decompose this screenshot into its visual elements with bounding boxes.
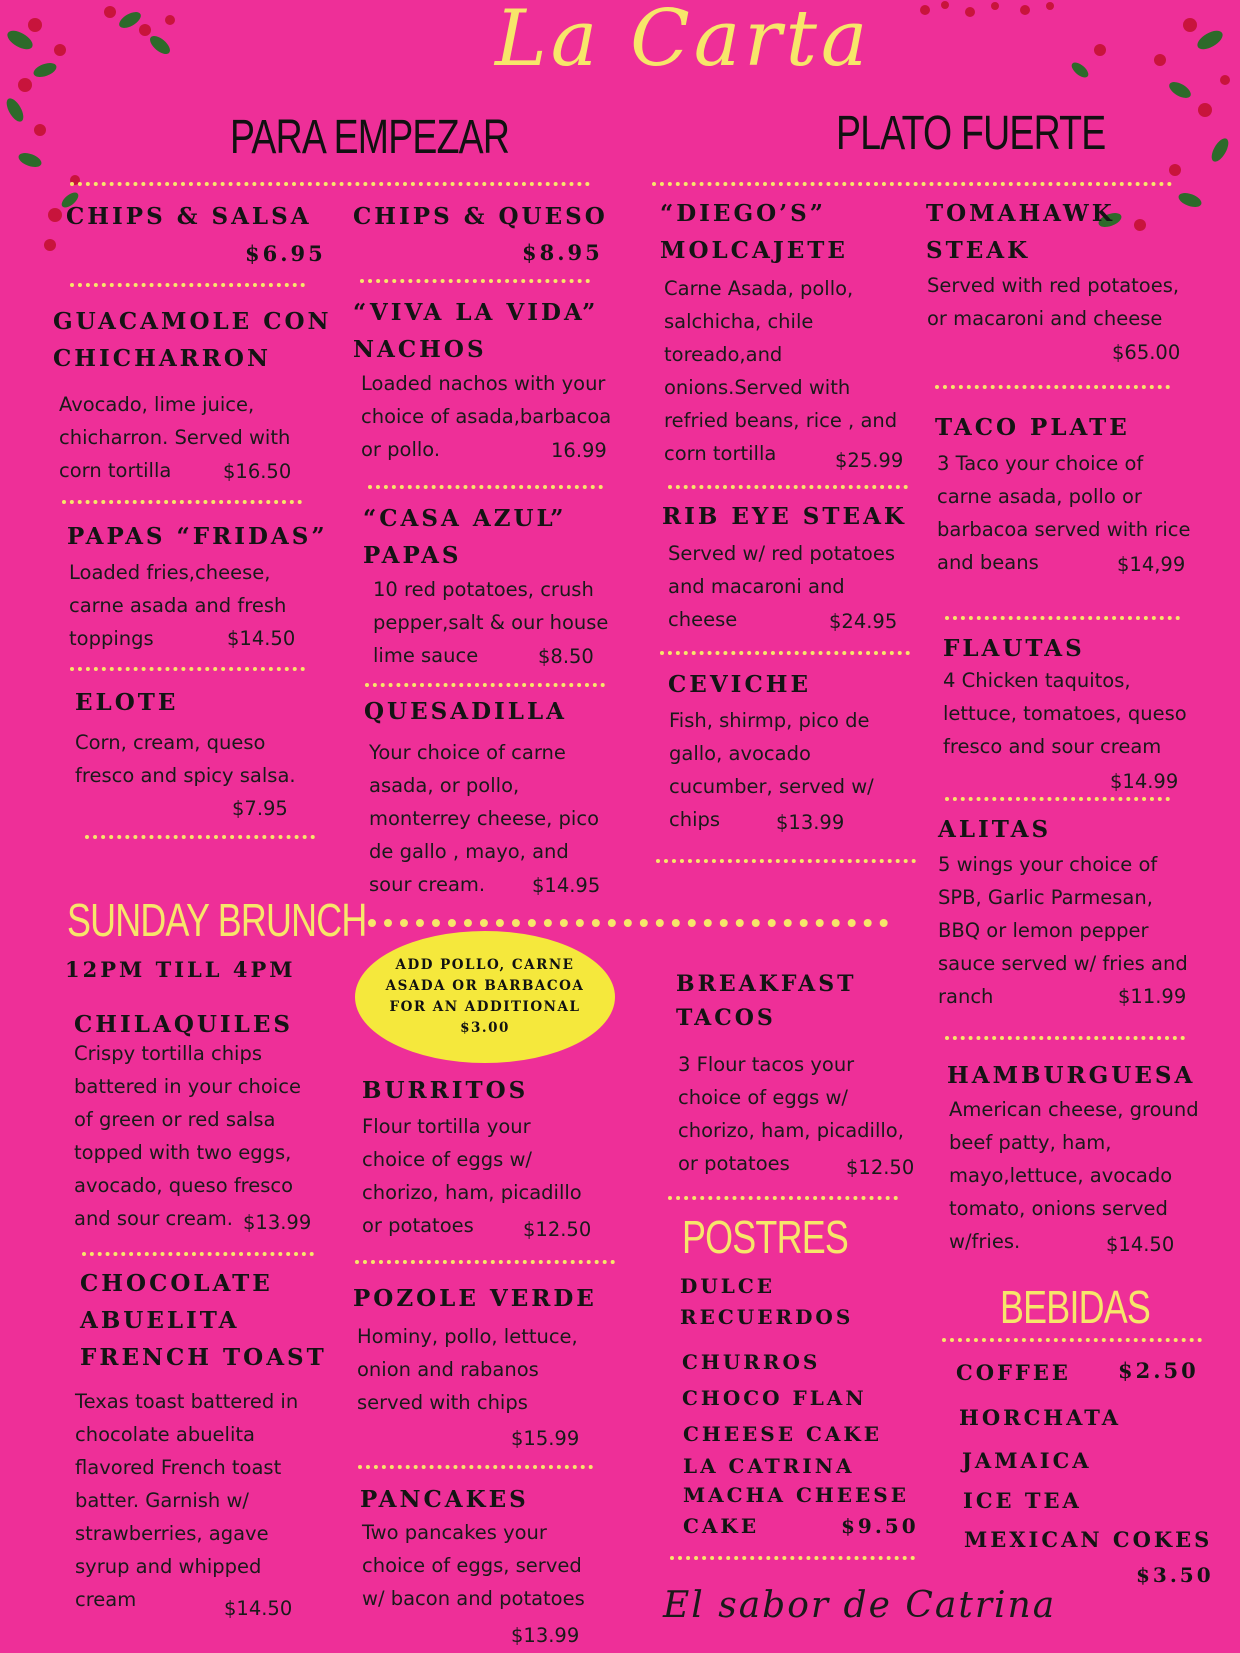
menu-item-description: 5 wings your choice of SPB, Garlic Parmesan, BBQ or lemon pepper sauce served w/ fries and ranch <box>938 853 1188 1008</box>
menu-item-price: $12.50 <box>523 1218 592 1241</box>
drink-price: $2.50 <box>1118 1358 1199 1383</box>
menu-item-description: 3 Flour tacos your choice of eggs w/ chorizo, ham, picadillo, or potatoes <box>678 1053 904 1175</box>
divider <box>945 616 1180 620</box>
divider <box>652 182 1172 186</box>
add-protein-text: ADD POLLO, CARNE ASADA OR BARBACOA FOR AN ADDITIONAL $3.00 <box>385 957 585 1036</box>
menu-item-price: $13.99 <box>511 1624 580 1647</box>
menu-item-price: $15.99 <box>511 1427 580 1450</box>
section-heading-brunch: SUNDAY BRUNCH <box>67 894 367 946</box>
bougainvillea-top-decoration <box>915 0 1065 30</box>
footer-tagline: El sabor de Catrina <box>663 1585 1057 1626</box>
menu-item-price: $65.00 <box>1112 341 1181 364</box>
drink-item: HORCHATA <box>959 1405 1122 1430</box>
drink-item: JAMAICA <box>962 1448 1092 1473</box>
dessert-item: CHOCO FLAN <box>682 1386 867 1410</box>
menu-item-name: ALITAS <box>938 816 1052 843</box>
menu-item-name: FLAUTAS <box>943 635 1085 662</box>
menu-item-name: POZOLE VERDE <box>353 1285 597 1312</box>
menu-item-price: $16.50 <box>223 460 292 483</box>
menu-item-description: Loaded nachos with your choice of asada,barbacoa or pollo. <box>361 372 612 461</box>
menu-item-description: Your choice of carne asada, or pollo, monterrey cheese, pico de gallo , mayo, and sour cream. <box>369 741 600 896</box>
menu-item-description: Flour tortilla your choice of eggs w/ chorizo, ham, picadillo or potatoes <box>362 1115 582 1237</box>
brunch-divider <box>368 919 888 927</box>
menu-item-price: $8.95 <box>522 240 603 265</box>
menu-item-price: $14.50 <box>224 1597 293 1620</box>
menu-item-price: 16.99 <box>551 439 607 462</box>
menu-item-description: Served with red potatoes, or macaroni and cheese <box>927 274 1180 330</box>
menu-item-price: $13.99 <box>776 811 845 834</box>
menu-item-name: ELOTE <box>75 689 179 716</box>
menu-item-name: CHIPS & QUESO <box>353 203 608 230</box>
divider <box>656 859 916 863</box>
drink-item: MEXICAN COKES <box>964 1527 1213 1552</box>
dessert-item: DULCE RECUERDOS <box>680 1274 854 1329</box>
divider <box>368 485 603 489</box>
drink-item: ICE TEA <box>963 1488 1082 1513</box>
dessert-item: CHEESE CAKE <box>683 1422 883 1446</box>
divider <box>945 797 1170 801</box>
menu-item-description: 4 Chicken taquitos, lettuce, tomatoes, queso fresco and sour cream <box>943 669 1187 758</box>
divider <box>942 1338 1202 1342</box>
menu-item-name: “DIEGO’S” MOLCAJETE <box>660 200 848 264</box>
drink-price: $3.50 <box>1136 1563 1214 1587</box>
divider <box>85 835 315 839</box>
menu-item-description: Avocado, lime juice, chicharron. Served with corn tortilla <box>59 393 291 482</box>
menu-item-description: Loaded fries,cheese, carne asada and fresh toppings <box>69 561 287 650</box>
menu-item-name: “VIVA LA VIDA” NACHOS <box>353 299 599 363</box>
menu-item-price: $14.50 <box>227 627 296 650</box>
divider <box>668 1196 898 1200</box>
menu-item-description: Crispy tortilla chips battered in your choice of green or red salsa topped with two eggs, avocado, queso fresco and sour cream. <box>74 1042 301 1230</box>
menu-item-description: 10 red potatoes, crush pepper,salt & our house lime sauce <box>373 578 609 667</box>
menu-item-price: $6.95 <box>245 241 326 266</box>
menu-title: La Carta <box>495 0 872 84</box>
menu-item-description: Hominy, pollo, lettuce, onion and rabanos served with chips <box>357 1325 578 1414</box>
dessert-item: LA CATRINA <box>683 1454 855 1478</box>
menu-item-price: $25.99 <box>835 449 904 472</box>
menu-item-description: Texas toast battered in chocolate abuelita flavored French toast batter. Garnish w/ strawberries, agave syrup and whipped cream <box>75 1390 299 1611</box>
divider <box>365 683 605 687</box>
menu-item-name: HAMBURGUESA <box>947 1062 1196 1089</box>
divider <box>355 1260 615 1264</box>
divider <box>668 485 908 489</box>
menu-item-description: American cheese, ground beef patty, ham, mayo,lettuce, avocado tomato, onions served w/fries. <box>949 1098 1199 1253</box>
menu-item-price: $24.95 <box>829 610 898 633</box>
section-heading-mains: PLATO FUERTE <box>836 107 1106 160</box>
divider <box>62 500 302 504</box>
section-heading-drinks: BEBIDAS <box>1000 1281 1151 1333</box>
bougainvillea-left-decoration <box>0 0 190 280</box>
menu-item-description: Two pancakes your choice of eggs, served w/ bacon and potatoes <box>362 1521 585 1610</box>
menu-item-name: TACO PLATE <box>935 414 1130 441</box>
menu-item-name: RIB EYE STEAK <box>662 503 907 530</box>
menu-item-name: PAPAS “FRIDAS” <box>67 523 328 550</box>
divider <box>82 1252 314 1256</box>
divider <box>945 1036 1185 1040</box>
menu-item-description: Corn, cream, queso fresco and spicy salsa. <box>75 731 296 787</box>
divider <box>360 279 590 283</box>
menu-item-price: $7.95 <box>232 797 288 820</box>
add-protein-badge <box>355 931 615 1063</box>
menu-item-description: 3 Taco your choice of carne asada, pollo or barbacoa served with rice and beans <box>937 452 1191 574</box>
menu-item-description: Served w/ red potatoes and macaroni and cheese <box>668 542 896 631</box>
menu-item-price: $14,99 <box>1117 553 1186 576</box>
section-heading-starters: PARA EMPEZAR <box>230 111 510 164</box>
divider <box>660 651 910 655</box>
menu-item-name: CHOCOLATE ABUELITA FRENCH TOAST <box>80 1270 327 1371</box>
menu-item-price: $14.99 <box>1110 770 1179 793</box>
menu-item-name: GUACAMOLE CON CHICHARRON <box>53 308 332 372</box>
section-heading-desserts: POSTRES <box>682 1211 849 1263</box>
menu-item-price: $14.95 <box>532 874 601 897</box>
dessert-item: MACHA CHEESE CAKE <box>683 1483 909 1538</box>
divider <box>70 182 590 186</box>
divider <box>358 1465 593 1469</box>
menu-item-name: QUESADILLA <box>364 698 567 725</box>
brunch-hours: 12PM TILL 4PM <box>65 957 296 982</box>
menu-item-name: CHILAQUILES <box>74 1011 293 1038</box>
menu-item-name: CEVICHE <box>668 671 812 698</box>
menu-item-price: $14.50 <box>1106 1233 1175 1256</box>
menu-item-price: $13.99 <box>243 1211 312 1234</box>
menu-item-name: BREAKFAST TACOS <box>676 971 857 1031</box>
drink-item: COFFEE <box>956 1360 1071 1385</box>
divider <box>935 385 1170 389</box>
divider <box>70 667 305 671</box>
menu-item-description: Carne Asada, pollo, salchicha, chile toreado,and onions.Served with refried beans, rice , and corn tortilla <box>664 277 898 465</box>
divider <box>70 283 305 287</box>
menu-item-name: BURRITOS <box>362 1077 529 1104</box>
dessert-price: $9.50 <box>841 1514 919 1538</box>
menu-item-name: PANCAKES <box>360 1486 529 1513</box>
menu-item-price: $11.99 <box>1118 985 1187 1008</box>
menu-item-price: $12.50 <box>846 1156 915 1179</box>
menu-item-name: “CASA AZUL” PAPAS <box>363 505 567 569</box>
menu-item-name: CHIPS & SALSA <box>66 203 312 230</box>
menu-item-price: $8.50 <box>538 645 594 668</box>
divider <box>670 1556 915 1560</box>
menu-item-description: Fish, shirmp, pico de gallo, avocado cucumber, served w/ chips <box>669 709 874 831</box>
dessert-item: CHURROS <box>682 1350 821 1374</box>
menu-item-name: TOMAHAWK STEAK <box>926 200 1115 264</box>
